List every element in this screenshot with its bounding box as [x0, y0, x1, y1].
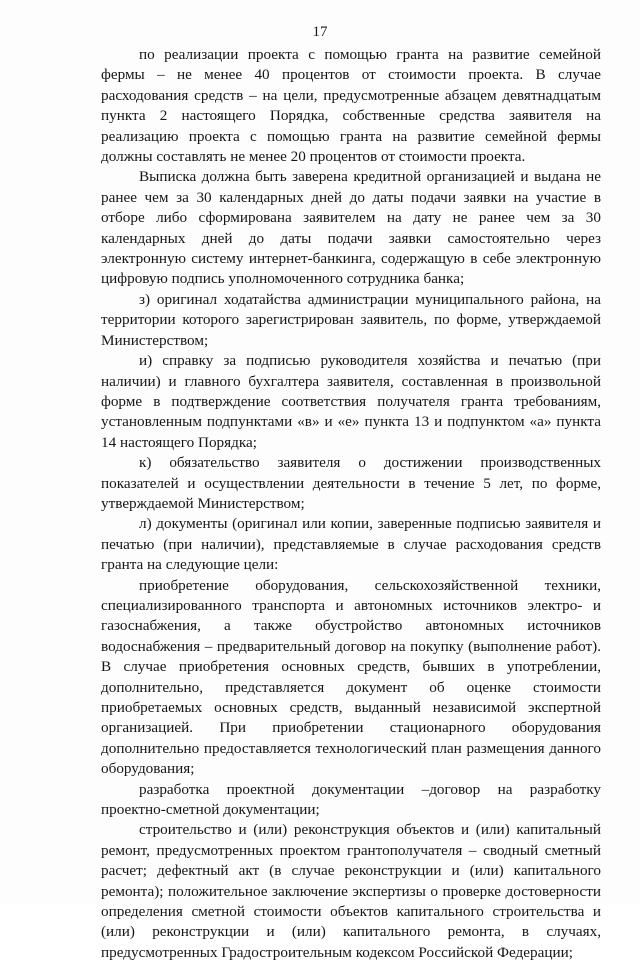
paragraph-own-funds: по реализации проекта с помощью гранта на развитие семейной фермы – не менее 40 процентов от стоимости проекта. В случае расходования средств – на цели, предусмотренные абзацем девятнадцатым пункта 2 настоящего Порядка, собственные средства заявителя на реализацию проекта с помощью гранта на развитие семейной фермы должны составлять не менее 20 процентов от стоимости проекта. [101, 46, 601, 166]
paragraph-bank-statement: Выписка должна быть заверена кредитной организацией и выдана не ранее чем за 30 календарных дней до даты подачи заявки на участие в отборе либо сформирована заявителем на дату не ранее чем за 30 календарных дней до даты подачи заявки самостоятельно через электронную систему интернет-банкинга, содержащую в себе электронную цифровую подпись уполномоченного сотрудника банка; [101, 168, 601, 288]
paragraph-item-k: к) обязательство заявителя о достижении производственных показателей и осуществлении деятельности в течение 5 лет, по форме, утверждаемой Министерством; [101, 454, 601, 512]
paragraph-construction: строительство и (или) реконструкция объектов и (или) капитальный ремонт, предусмотренных проектом грантополучателя – сводный сметный расчет; дефектный акт (в случае реконструкции и (или) капитального ремонта); положительное заключение экспертизы о проверке достоверности определения сметной стоимости объектов капитального строительства и (или) реконструкции и (или) капитального ремонта, в случаях, предусмотренных Градостроительным кодексом Российской Федерации; [101, 821, 601, 961]
page-number: 17 [312, 24, 328, 40]
paragraph-equipment: приобретение оборудования, сельскохозяйственной техники, специализированного транспорта и автономных источников электро- и газоснабжения, а также обустройство автономных источников водоснабжения – предварительный договор на покупку (выполнение работ). В случае приобретения основных средств, бывших в употреблении, дополнительно, представляется документ об оценке стоимости приобретаемых основных средств, выданный независимой экспертной организацией. При приобретении стационарного оборудования дополнительно предоставляется технологический план размещения данного оборудования; [101, 576, 601, 778]
paragraph-item-i: и) справку за подписью руководителя хозяйства и печатью (при наличии) и главного бухгалтера заявителя, составленная в произвольной форме в подтверждение соответствия получателя гранта требованиям, установленным подпунктами «в» и «е» пункта 13 и подпунктом «а» пункта 14 настоящего Порядка; [101, 352, 601, 451]
paragraph-item-l: л) документы (оригинал или копии, заверенные подписью заявителя и печатью (при наличии), представляемые в случае расходования средств гранта на следующие цели: [101, 515, 601, 574]
document-body [101, 45, 601, 963]
paragraph-item-z: з) оригинал ходатайства администрации муниципального района, на территории которого зарегистрирован заявитель, по форме, утверждаемой Министерством; [101, 290, 601, 349]
paragraph-design-docs: разработка проектной документации –договор на разработку проектно-сметной документации; [101, 780, 601, 819]
